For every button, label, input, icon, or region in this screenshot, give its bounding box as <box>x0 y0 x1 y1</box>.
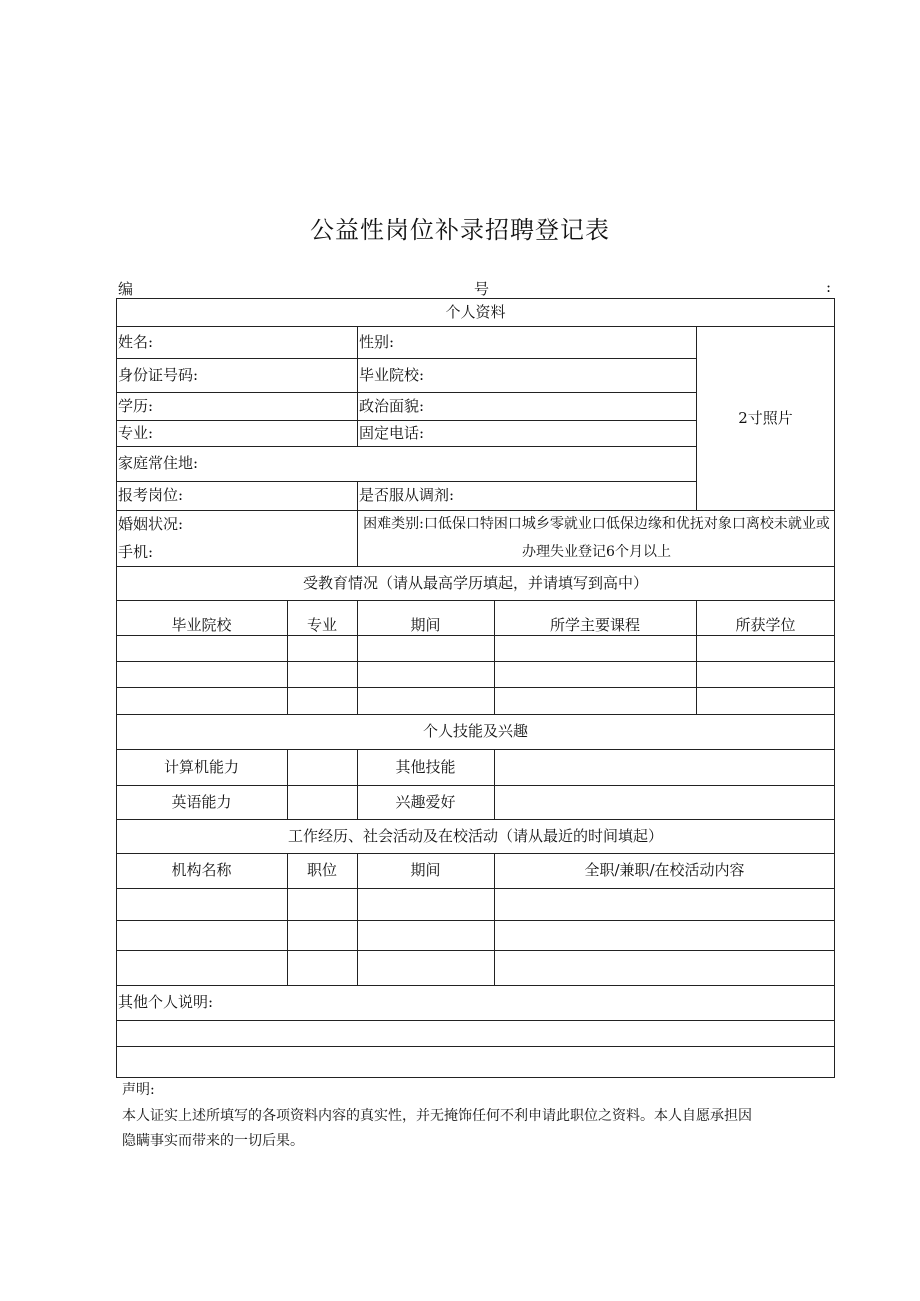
home-address-field[interactable]: 家庭常住地: <box>118 454 199 472</box>
graduate-school-field[interactable]: 毕业院校: <box>359 365 425 384</box>
computer-skill-input[interactable] <box>287 749 357 785</box>
gender-field[interactable]: 性别: <box>359 332 395 351</box>
edu-col-degree: 所获学位 <box>735 616 796 634</box>
work-section-header: 工作经历、社会活动及在校活动（请从最近的时间填起） <box>287 826 663 845</box>
edu-col-period: 期间 <box>410 616 441 634</box>
other-notes-line[interactable] <box>116 1046 835 1077</box>
table-row[interactable] <box>116 687 835 714</box>
form-title: 公益性岗位补录招聘登记表 <box>310 216 610 244</box>
number-label-hao: 号 <box>474 280 490 298</box>
major-field[interactable]: 专业: <box>118 423 154 442</box>
work-col-content: 全职/兼职/在校活动内容 <box>584 861 745 879</box>
table-row[interactable] <box>116 888 835 920</box>
name-field[interactable]: 姓名: <box>118 332 154 351</box>
photo-placeholder: 2寸照片 <box>738 408 793 427</box>
edu-col-courses: 所学主要课程 <box>549 616 640 634</box>
declaration-line-1: 本人证实上述所填写的各项资料内容的真实性，并无掩饰任何不利申请此职位之资料。本人自愿承担因 <box>122 1108 752 1124</box>
number-label-bian: 编 <box>118 280 134 298</box>
position-applied-field[interactable]: 报考岗位: <box>118 486 184 504</box>
marital-status-field[interactable]: 婚姻状况: <box>118 514 184 533</box>
registration-form-table <box>116 298 835 1078</box>
landline-field[interactable]: 固定电话: <box>359 423 425 442</box>
edu-col-school: 毕业院校 <box>171 616 232 634</box>
declaration-heading: 声明: <box>122 1082 155 1098</box>
hardship-category-field[interactable]: 困难类别:口低保口特困口城乡零就业口低保边缘和优抚对象口离校未就业或办理失业登记6个月以上 <box>363 516 830 560</box>
education-section-header: 受教育情况（请从最高学历填起，并请填写到高中） <box>302 573 648 592</box>
id-number-field[interactable]: 身份证号码: <box>118 365 199 384</box>
table-row[interactable] <box>116 920 835 950</box>
skills-section-header: 个人技能及兴趣 <box>422 722 528 740</box>
other-skills-label: 其他技能 <box>395 757 456 776</box>
table-row[interactable] <box>116 635 835 661</box>
accept-adjustment-field[interactable]: 是否服从调剂: <box>359 486 455 504</box>
other-notes-line[interactable] <box>116 1020 835 1046</box>
education-field[interactable]: 学历: <box>118 396 154 415</box>
other-skills-input[interactable] <box>494 749 835 785</box>
number-colon: : <box>826 278 832 296</box>
computer-skill-label: 计算机能力 <box>163 757 239 776</box>
work-col-position: 职位 <box>306 861 337 879</box>
mobile-field[interactable]: 手机: <box>118 542 154 561</box>
english-skill-input[interactable] <box>287 785 357 819</box>
declaration-line-2: 隐瞒事实而带来的一切后果。 <box>122 1133 304 1149</box>
edu-col-major: 专业 <box>306 616 337 634</box>
work-col-period: 期间 <box>410 861 441 879</box>
other-notes-label: 其他个人说明: <box>118 993 214 1011</box>
table-row[interactable] <box>116 950 835 985</box>
table-row[interactable] <box>116 661 835 687</box>
english-skill-label: 英语能力 <box>171 792 232 811</box>
political-status-field[interactable]: 政治面貌: <box>359 396 425 415</box>
personal-info-header: 个人资料 <box>445 302 506 321</box>
hobbies-label: 兴趣爱好 <box>395 792 456 811</box>
work-col-organization: 机构名称 <box>171 861 232 879</box>
hobbies-input[interactable] <box>494 785 835 819</box>
